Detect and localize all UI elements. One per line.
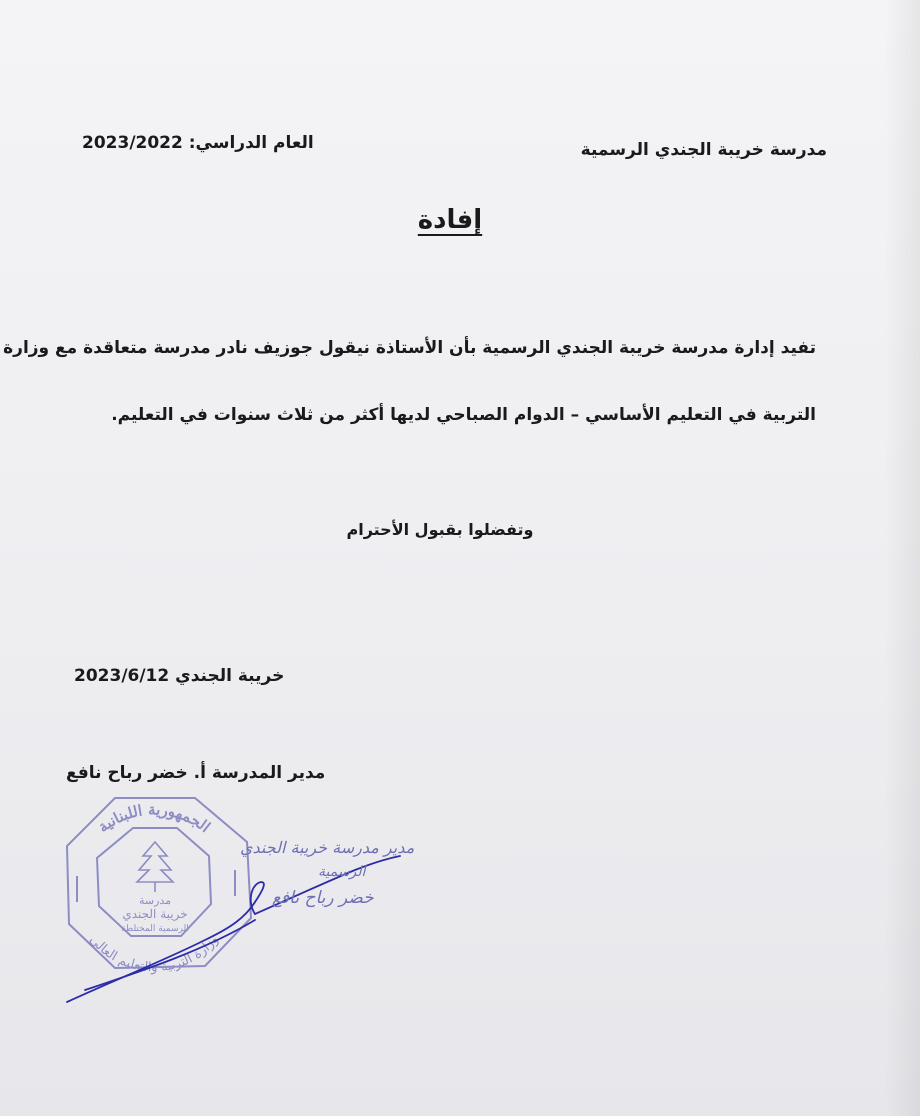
seal-inner-line-3: الرسمية المختلطة (121, 924, 189, 934)
stamp-and-signature (55, 790, 455, 1010)
body-text-line-2: التربية في التعليم الأساسي – الدوام الصباحي لديها أكثر من ثلاث سنوات في التعليم. (111, 405, 816, 425)
school-name: مدرسة خريبة الجندي الرسمية (580, 140, 827, 160)
seal-outer-text-top: الجمهورية اللبنانية (94, 800, 214, 837)
seal-inner-line-2: خريبة الجندي (122, 907, 188, 921)
director-name: مدير المدرسة أ. خضر رباح نافع (66, 763, 326, 783)
seal-outer-text-bottom: وزارة التربية والتعليم العالي (86, 932, 222, 976)
cedar-icon (137, 842, 173, 892)
page-edge-shadow (884, 0, 920, 1116)
body-text-line-1: تفيد إدارة مدرسة خريبة الجندي الرسمية بأن الأستاذة نيقول جوزيف نادر مدرسة متعاقدة مع وزارة (3, 338, 816, 358)
document-title: إفادة (417, 205, 483, 235)
name-stamp-line-1: مدير مدرسة خريبة الجندي (240, 838, 415, 857)
seal-inner-line-1: مدرسة (138, 894, 172, 907)
closing-phrase: وتفضلوا بقبول الأحترام (346, 520, 534, 539)
name-stamp-line-2: الرسمية (318, 864, 366, 880)
name-stamp-line-3: خضر رباح نافع (272, 888, 374, 908)
academic-year: العام الدراسي: 2023/2022 (82, 133, 314, 153)
place-and-date: خريبة الجندي 2023/6/12 (74, 666, 285, 686)
official-seal (67, 798, 251, 975)
